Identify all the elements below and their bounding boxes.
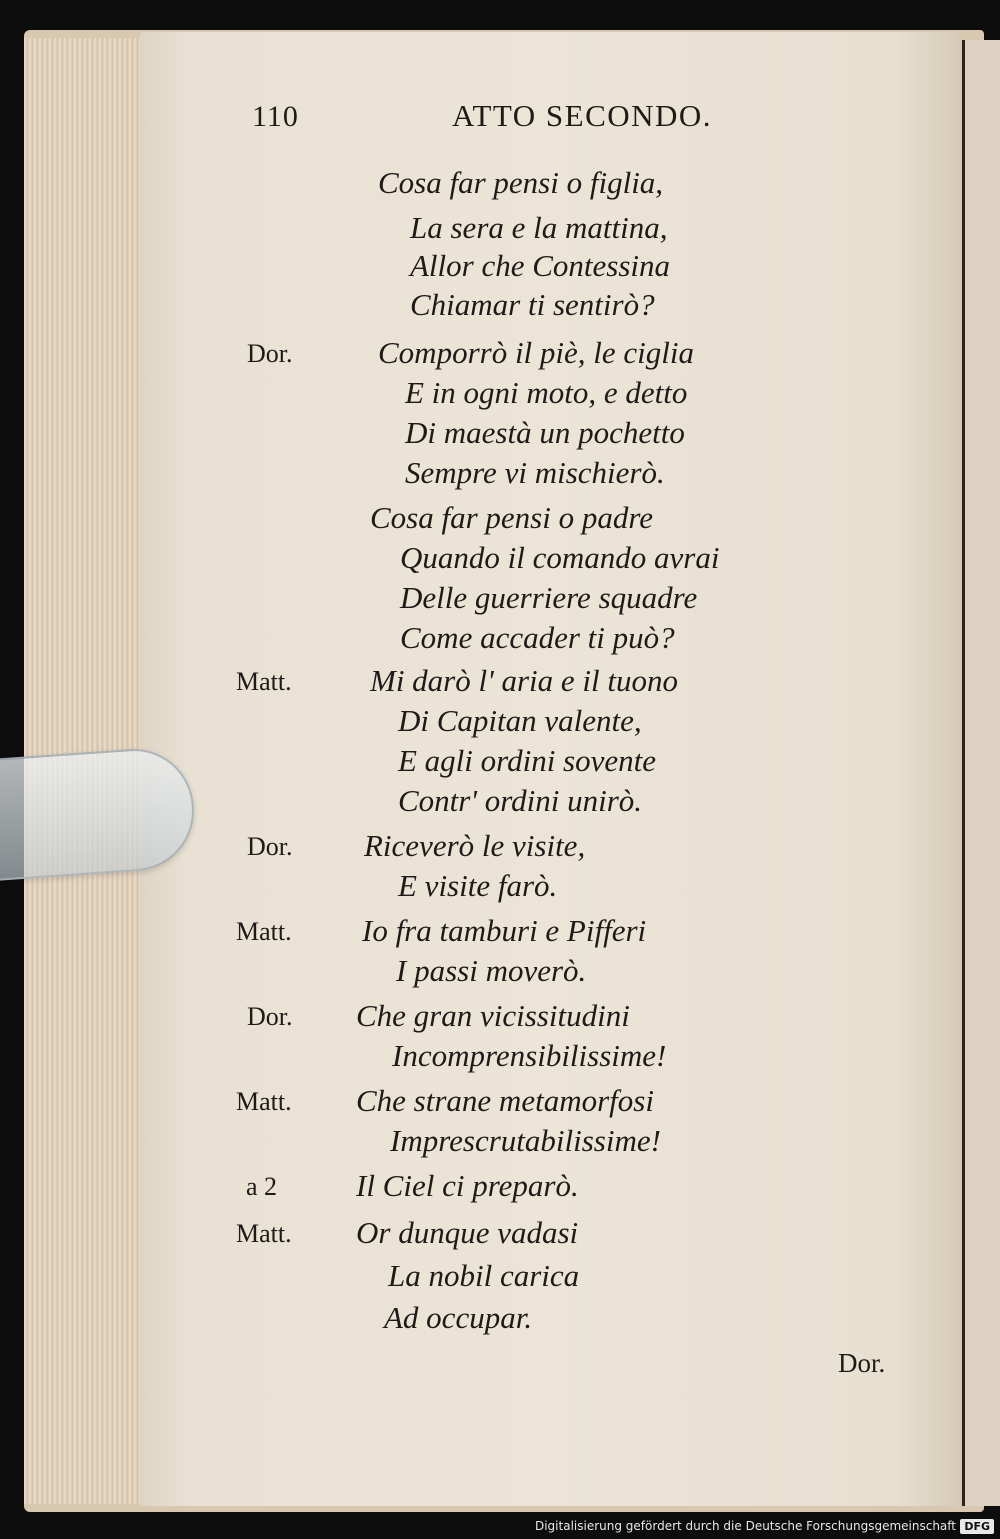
verse-text: I passi moverò.	[396, 953, 587, 988]
verse-text: Che strane metamorfosi	[356, 1083, 654, 1118]
verse-text: Imprescrutabilissime!	[390, 1123, 661, 1158]
verse-text: Quando il comando avrai	[400, 540, 720, 575]
footer-credit: Digitalisierung gefördert durch die Deutsche Forschungsgemeinschaft	[534, 1519, 956, 1533]
verse-text: Come accader ti può?	[400, 620, 675, 655]
page-number: 110	[252, 100, 299, 133]
verse-text: Il Ciel ci preparò.	[356, 1168, 579, 1203]
verse-text: E visite farò.	[398, 868, 558, 903]
dfg-logo: DFG	[960, 1519, 994, 1534]
verse-text: Di Capitan valente,	[398, 703, 642, 738]
verse-text: Incomprensibilissime!	[392, 1038, 667, 1073]
speaker-label: Matt.	[236, 917, 292, 946]
verse-text: Delle guerriere squadre	[400, 580, 698, 615]
adjacent-page	[962, 40, 1000, 1506]
verse-text: Allor che Contessina	[410, 248, 671, 283]
verse-text: Contr' ordini unirò.	[398, 783, 643, 818]
speaker-label: Dor.	[247, 339, 293, 368]
catchword: Dor.	[838, 1348, 886, 1378]
verse-text: Sempre vi mischierò.	[405, 455, 665, 490]
verse-text: Che gran vicissitudini	[356, 998, 630, 1033]
verse-text: E agli ordini sovente	[398, 743, 657, 778]
speaker-label: Dor.	[247, 832, 293, 861]
verse-text: Cosa far pensi o padre	[370, 500, 654, 535]
verse-text: Mi darò l' aria e il tuono	[370, 663, 679, 698]
verse-text: La sera e la mattina,	[410, 210, 668, 245]
verse-text: Chiamar ti sentirò?	[410, 287, 655, 322]
speaker-label: Matt.	[236, 1219, 292, 1248]
verse-text: Riceverò le visite,	[364, 828, 586, 863]
verse-text: Or dunque vadasi	[356, 1215, 579, 1250]
verse-text: La nobil carica	[388, 1258, 580, 1293]
speaker-label: Matt.	[236, 667, 292, 696]
verse-text: Cosa far pensi o figlia,	[378, 165, 664, 200]
verse-text: E in ogni moto, e detto	[405, 375, 688, 410]
verse-text: Di maestà un pochetto	[405, 415, 685, 450]
footer-bar	[0, 1513, 1000, 1539]
verse-text: Comporrò il piè, le ciglia	[378, 335, 695, 370]
verse-text: Io fra tamburi e Pifferi	[362, 913, 647, 948]
speaker-label: a 2	[246, 1172, 278, 1201]
verse-text: Ad occupar.	[384, 1300, 533, 1335]
speaker-label: Matt.	[236, 1087, 292, 1116]
speaker-label: Dor.	[247, 1002, 293, 1031]
page-title: ATTO SECONDO.	[452, 98, 713, 133]
